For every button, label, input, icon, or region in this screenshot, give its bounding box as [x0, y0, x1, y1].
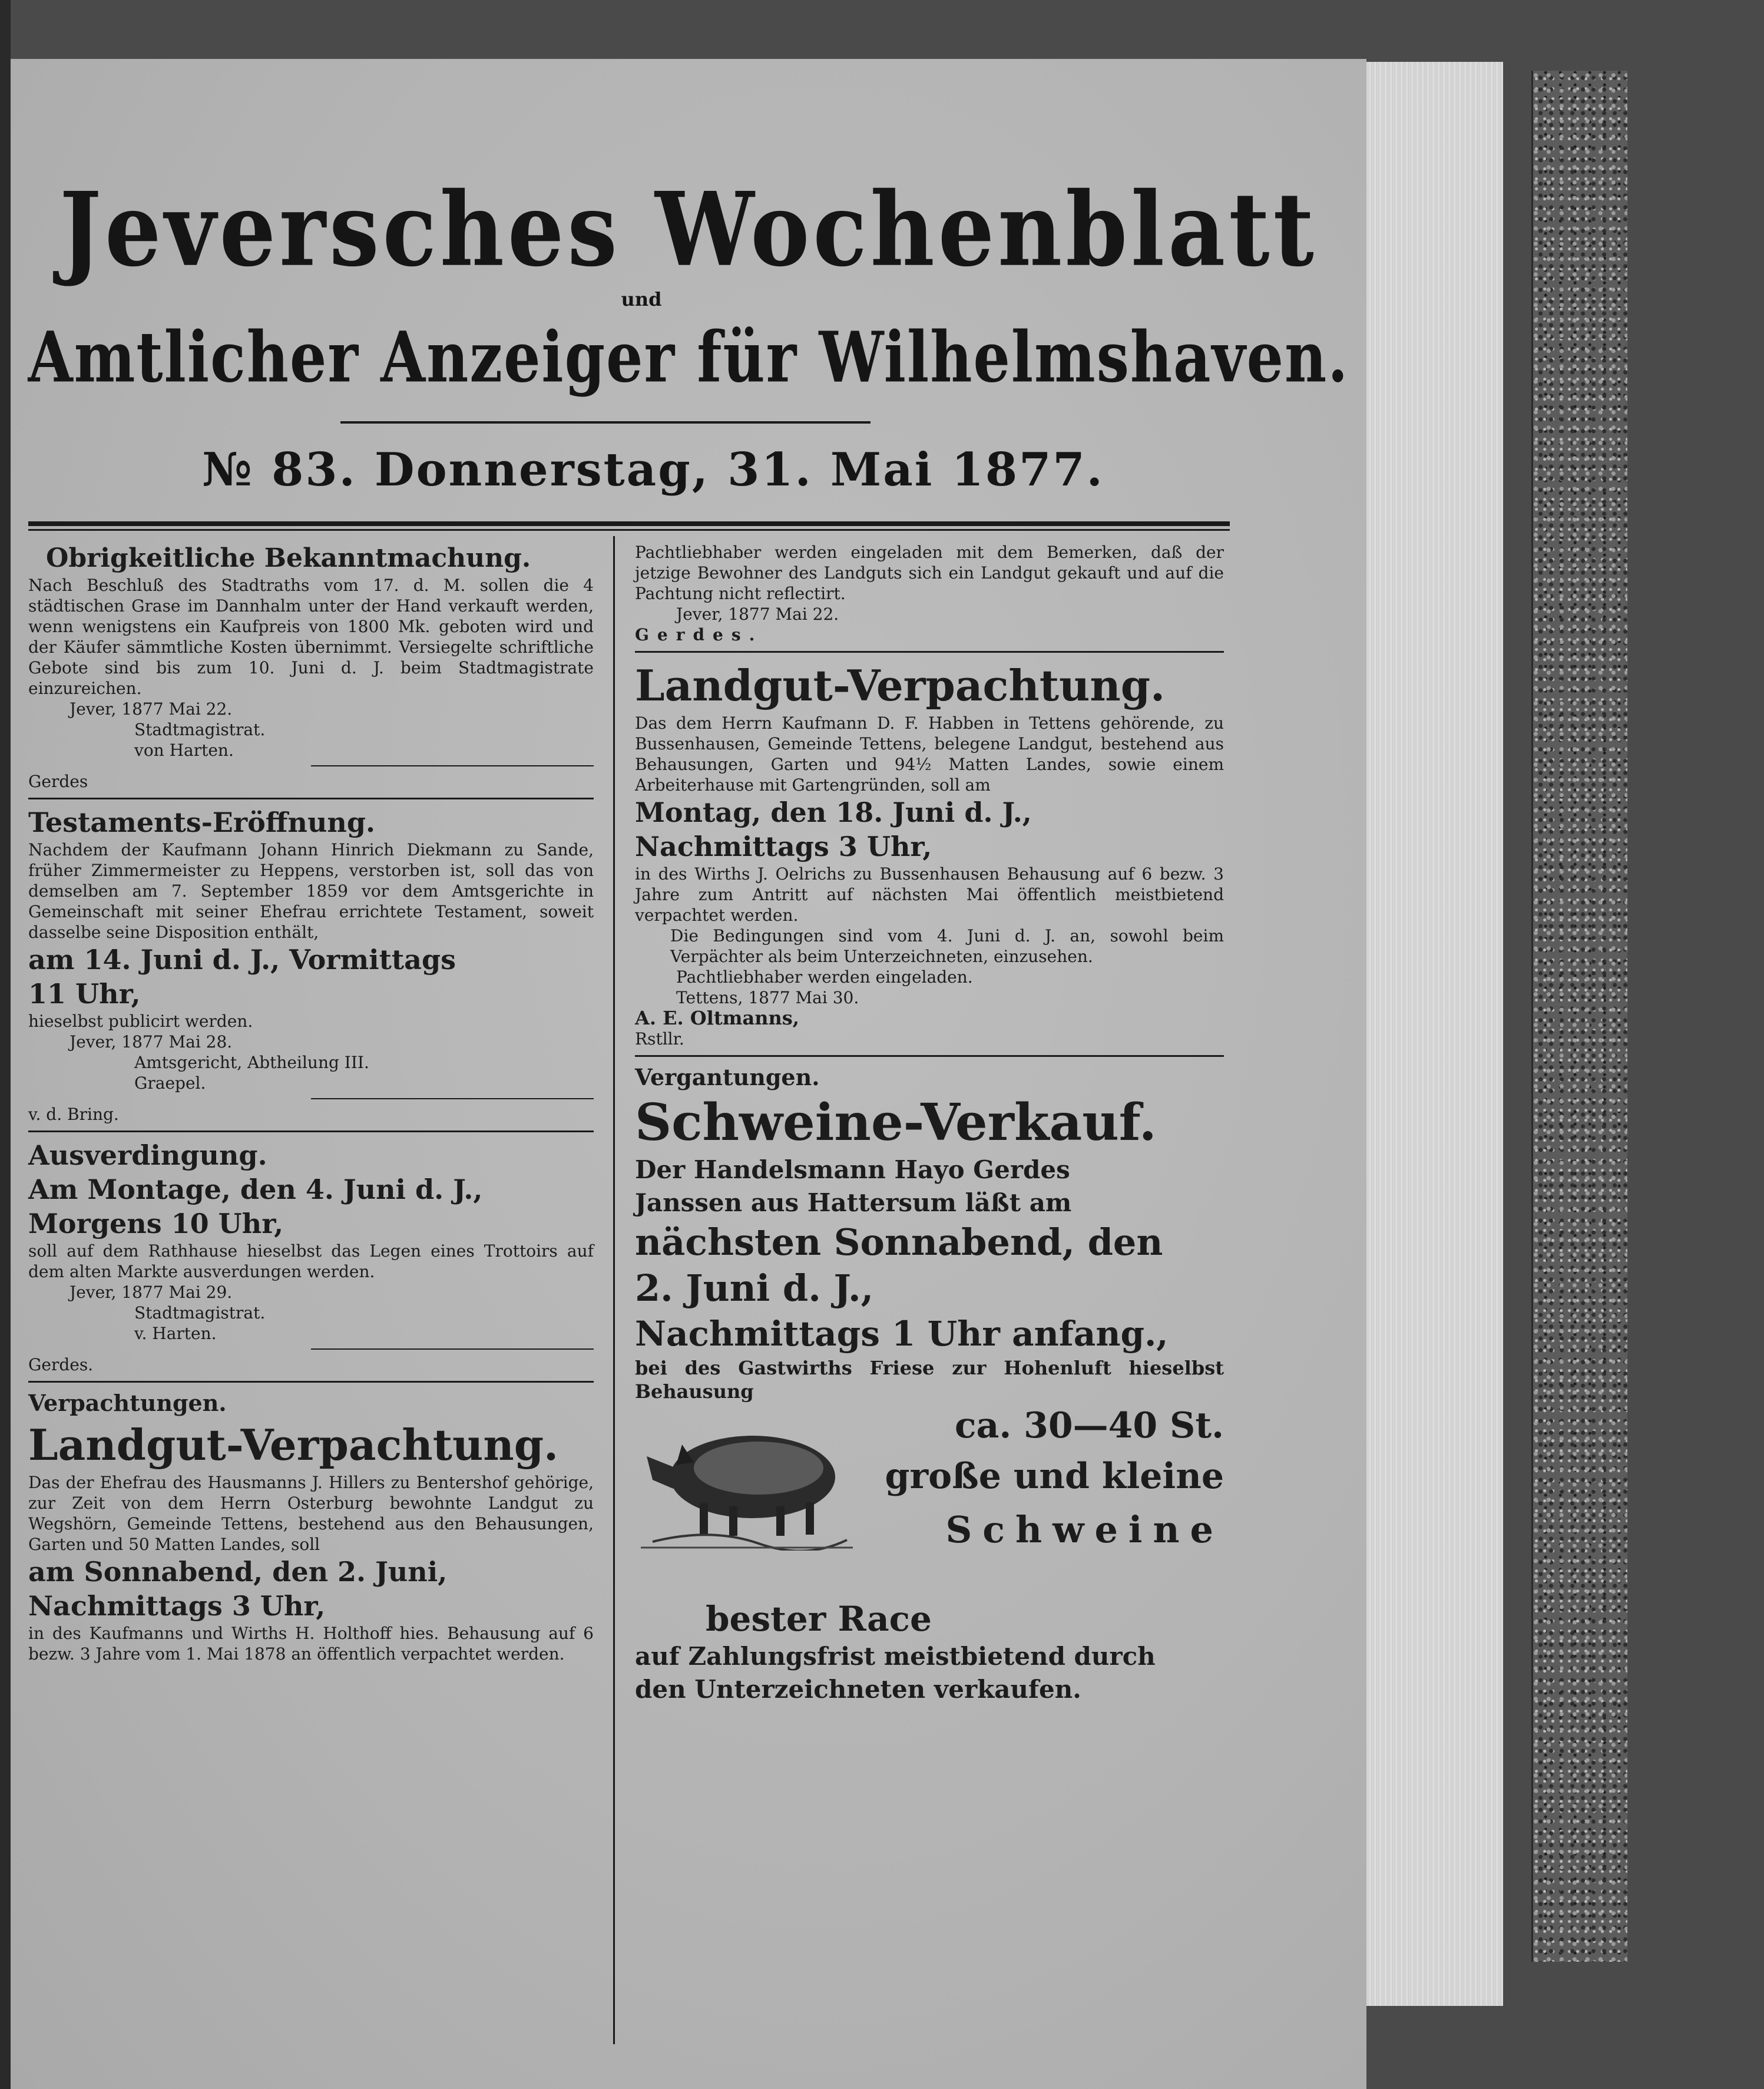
notice-line: große und kleine: [885, 1456, 1224, 1497]
column-divider: [613, 536, 615, 2044]
book-cover: [1531, 71, 1627, 1962]
notice-signature-name: Graepel.: [134, 1073, 206, 1093]
notice-line: Schweine: [945, 1508, 1224, 1551]
notice-continuation: [635, 542, 1224, 645]
notice-signature-office: Amtsgericht, Abtheilung III.: [134, 1053, 369, 1072]
notice-line: Der Handelsmann Hayo Gerdes: [635, 1155, 1070, 1184]
book-spine-left: [0, 0, 11, 2089]
notice-signature-name: v. Harten.: [134, 1324, 217, 1343]
section-heading: Vergantungen.: [635, 1064, 820, 1090]
notice-time: Morgens 10 Uhr,: [28, 1208, 284, 1239]
notice-body: Nachdem der Kaufmann Johann Hinrich Diekmann zu Sande, früher Zimmermeister zu Heppens, verstorben ist, soll das von demselben am 7. September 1859 vor dem Amtsgerichte in Gemeinschaft mit seiner Ehefrau errichtete Testament, soweit dasselbe seine Disposition enthält,: [28, 840, 594, 942]
notice-separator: [28, 1131, 594, 1132]
masthead-rule-thin: [28, 529, 1230, 531]
notice-heading: Obrigkeitliche Bekanntmachung.: [46, 543, 531, 573]
notice-body: Das dem Herrn Kaufmann D. F. Habben in Tettens gehörende, zu Bussenhausen, Gemeinde Tettens, belegene Landgut, bestehend aus Behausungen, Garten und 94½ Matten Landes, sowie einem Arbeiterhause mit Gartengründen, soll am: [635, 713, 1224, 795]
notice-schweine: [635, 1063, 1224, 1706]
masthead-short-rule: [340, 421, 871, 424]
notice-heading: Ausverdingung.: [28, 1139, 267, 1171]
notice-heading: Landgut-Verpachtung.: [635, 660, 1166, 710]
notice-landgut-1: [28, 1389, 594, 1664]
left-column: [28, 542, 594, 1664]
notice-date: Jever, 1877 Mai 22.: [676, 604, 839, 624]
notice-landgut-2: [635, 659, 1224, 1049]
notice-heading: Testaments-Eröffnung.: [28, 806, 376, 838]
notice-clerk: v. d. Bring.: [28, 1105, 119, 1124]
notice-line: auf Zahlungsfrist meistbietend durch: [635, 1642, 1156, 1671]
notice-separator: [635, 651, 1224, 653]
right-column: [635, 542, 1224, 1706]
notice-body: soll auf dem Rathhause hieselbst das Legen eines Trottoirs auf dem alten Markte ausverdungen werden.: [28, 1241, 594, 1281]
notice-signature: A. E. Oltmanns,: [635, 1007, 799, 1029]
notice-when: am 14. Juni d. J., Vormittags: [28, 944, 456, 976]
notice-body: Nach Beschluß des Stadtraths vom 17. d. M. sollen die 4 städtischen Grase im Dannhalm unter der Hand verkauft werden, wenn wenigstens ein Kaufpreis von 1800 Mk. geboten wird und der Käufer sämmtliche Kosten übernimmt. Versiegelte schriftliche Gebote sind bis zum 10. Juni d. J. beim Stadtmagistrate einzureichen.: [28, 576, 594, 698]
notice-signature-office: Stadtmagistrat.: [134, 1303, 266, 1323]
notice-line: 2. Juni d. J.,: [635, 1267, 874, 1310]
notice-time: 11 Uhr,: [28, 978, 141, 1010]
notice-line: Janssen aus Hattersum läßt am: [635, 1188, 1072, 1217]
notice-signature: Gerdes.: [635, 625, 763, 644]
notice-line: bester Race: [706, 1599, 932, 1639]
notice-signature-name: von Harten.: [134, 741, 234, 760]
boar-block: [635, 1403, 1224, 1598]
notice-body-3: Die Bedingungen sind vom 4. Juni d. J. an, sowohl beim Verpächter als beim Unterzeichneten, einzusehen.: [670, 926, 1224, 966]
notice-line: Nachmittags 1 Uhr anfang.,: [635, 1314, 1169, 1354]
notice-time: Nachmittags 3 Uhr,: [635, 831, 932, 862]
notice-date: Tettens, 1877 Mai 30.: [676, 988, 859, 1007]
masthead-rule-thick: [28, 521, 1230, 526]
notice-date: Jever, 1877 Mai 28.: [69, 1032, 233, 1052]
notice-line: ca. 30—40 St.: [954, 1405, 1224, 1446]
section-heading: Verpachtungen.: [28, 1390, 227, 1416]
notice-clerk: Gerdes: [28, 772, 88, 791]
notice-body: Pachtliebhaber werden eingeladen mit dem Bemerken, daß der jetzige Bewohner des Landguts sich ein Landgut gekauft und auf die Pachtung nicht reflectirt.: [635, 543, 1224, 603]
notice-separator: [28, 798, 594, 799]
notice-signature-office: Stadtmagistrat.: [134, 720, 266, 739]
boar-illustration: [641, 1409, 853, 1551]
notice-body-2: in des Wirths J. Oelrichs zu Bussenhausen Behausung auf 6 bezw. 3 Jahre zum Antritt auf nächsten Mai öffentlich meistbietend verpachtet werden.: [635, 864, 1224, 925]
notice-testament: [28, 805, 594, 1125]
notice-clerk: Gerdes.: [28, 1355, 94, 1374]
notice-date: Jever, 1877 Mai 22.: [69, 699, 233, 719]
notice-date: Jever, 1877 Mai 29.: [69, 1283, 233, 1302]
notice-body: Das der Ehefrau des Hausmanns J. Hillers zu Bentershof gehörige, zur Zeit von dem Herrn Osterburg bewohnte Landgut zu Wegshörn, Gemeinde Tettens, bestehend aus den Behausungen, Garten und 50 Matten Landes, soll: [28, 1473, 594, 1554]
notice-when: am Sonnabend, den 2. Juni,: [28, 1556, 448, 1588]
notice-when: Montag, den 18. Juni d. J.,: [635, 796, 1032, 828]
notice-when: Am Montage, den 4. Juni d. J.,: [28, 1174, 483, 1205]
notice-heading: Landgut-Verpachtung.: [28, 1420, 559, 1470]
notice-time: Nachmittags 3 Uhr,: [28, 1590, 326, 1622]
notice-after: hieselbst publicirt werden.: [28, 1012, 253, 1031]
notice-separator: [635, 1055, 1224, 1057]
page-edges: [1355, 62, 1503, 2006]
masthead-subtitle: Amtlicher Anzeiger für Wilhelmshaven.: [28, 317, 1349, 399]
newspaper-page: [11, 59, 1366, 2089]
notice-signature-title: Rstllr.: [635, 1029, 684, 1049]
notice-ausverdingung: [28, 1138, 594, 1375]
notice-separator: [28, 1381, 594, 1383]
notice-body-2: in des Kaufmanns und Wirths H. Holthoff hies. Behausung auf 6 bezw. 3 Jahre vom 1. Mai 1878 an öffentlich verpachtet werden.: [28, 1624, 594, 1664]
notice-obrigkeitliche: [28, 542, 594, 792]
masthead-title: Jeversches Wochenblatt: [59, 170, 1318, 290]
masthead-und: und: [621, 288, 662, 310]
notice-line: bei des Gastwirths Friese zur Hohenluft hieselbst Behausung: [635, 1357, 1224, 1403]
notice-heading: Schweine-Verkauf.: [635, 1093, 1157, 1152]
notice-invite: Pachtliebhaber werden eingeladen.: [676, 967, 973, 987]
notice-line: nächsten Sonnabend, den: [635, 1221, 1163, 1264]
issue-line: № 83. Donnerstag, 31. Mai 1877.: [202, 443, 1104, 497]
notice-line: den Unterzeichneten verkaufen.: [635, 1675, 1081, 1704]
